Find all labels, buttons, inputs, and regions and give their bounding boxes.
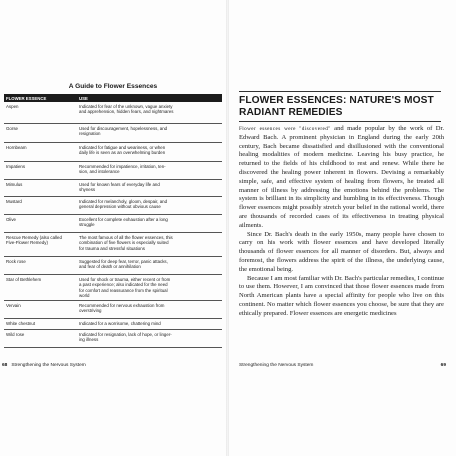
right-page-footer [239,363,446,368]
table-row [4,330,222,348]
table-title: A Guide to Flower Essences [68,83,158,90]
essence-name: Impatiens [6,163,26,169]
essence-name: White chestnut [6,320,36,326]
paragraph: Since Dr. Bach's death in the early 1950s, many people have chosen to carry on his work with flower essences and have developed literally thousands of flower essences for all manner of disorders. But, always and foremost, the flowers address the spirit of the illness, the underlying cause, the emotional being. [239,230,444,273]
table-row [4,180,222,197]
essence-name: Vervain [6,302,21,308]
table-row [4,319,222,330]
left-page-footer [2,363,86,368]
essence-use: Recommended for nervous exhaustion from overstriving [79,302,165,314]
essence-use: Used for shock or trauma, either recent or from a past experience; also indicated for the need for comfort and reassurance from the spiritual world [79,276,171,299]
essence-use: Used for discouragement, hopelessness, and resignation [79,125,168,137]
title-rule-bottom [239,121,441,122]
body-text [239,125,444,319]
lead-in-smallcaps: Flower essences were "discovered" [239,126,331,132]
page-number: 69 [440,363,446,368]
essence-use: Used for known fears of everyday life and shyness [79,181,160,193]
running-head: Strengthening the Nervous System [11,363,86,368]
essence-use: Excellent for complete exhaustion after a long struggle [79,216,168,228]
paragraph: Because I am most familiar with Dr. Bach's particular remedies, I continue to use them. However, I am convinced that those flower essences made from North American plants have a special affinity for people who live on this continent. No matter which flower essences you choose, be sure that they are ethically prepared. Flower essences are energetic medicines [239,274,444,317]
running-head: Strengthening the Nervous System [239,363,314,368]
essence-use: The most famous of all the flower essences, this combination of five flowers is especially suited for trauma and stressful situations [79,234,173,251]
title-rule-top [239,91,441,92]
essence-use: Indicated for melancholy, gloom, despair, and general depression without obvious cause [79,198,168,210]
table-row [4,257,222,275]
table-row [4,301,222,319]
section-title: FLOWER ESSENCES: NATURE'S MOST RADIANT REMEDIES [239,95,434,118]
paragraph [239,125,444,231]
page-number: 68 [2,363,8,368]
table-row [4,143,222,162]
table-row [4,162,222,180]
essence-use: Indicated for a worrisome, chattering mind [79,320,161,326]
table-header-row [4,94,222,102]
essence-use: Recommended for impatience, irritation, ten- sion, and intolerance [79,163,166,175]
essence-name: Olive [6,216,17,222]
essence-use: Indicated for fear of the unknown, vague anxiety and apprehension, hidden fears, and nightmares [79,103,174,115]
table-row [4,233,222,257]
table-row [4,102,222,124]
table-row [4,197,222,215]
flower-essence-table [4,94,222,348]
essence-use: Indicated for resignation, lack of hope, or linger- ing illness [79,331,172,343]
header-use: USE [79,95,88,101]
table-row [4,275,222,301]
essence-name: Rock rose [6,258,26,264]
essence-use: Indicated for fatigue and weariness, or when daily life is seen as an overwhelming burden [79,144,166,156]
essence-name: Wild rose [6,331,25,337]
essence-name: Hornbeam [6,144,27,150]
essence-name: Gorse [6,125,18,131]
essence-name: Mustard [6,198,22,204]
table-row [4,124,222,143]
table-row [4,215,222,233]
essence-name: Mimulus [6,181,23,187]
header-flower-essence: FLOWER ESSENCE [6,95,47,101]
essence-name: Rescue Remedy (also called Five-Flower Remedy) [6,234,62,246]
essence-name: Star of Bethlehem [6,276,42,282]
essence-use: Suggested for deep fear, terror, panic attacks, and fear of death or annihilation [79,258,168,270]
paragraph-text: and made popular by the work of Dr. Edward Bach. A prominent physician in England during the early 20th century, Bach became dissatisfied and disillusioned with the conventional healing modalities of modern medicine. Leaving his busy practice, he returned to the fields of his childhood to rest and renew. While there he discovered the healing power inherent in flowers. Devising a remarkably simple, safe, and effective system of healing from flowers, he treated all manner of illness by addressing the emotions behind the problems. The system is brilliant in its simplicity and humbling in its effectiveness. Though flower essences might possibly stretch your belief in the rational world, there are thousands of recorded cases of its effectiveness in treating physical ailments. [239,125,444,229]
essence-name: Aspen [6,103,19,109]
